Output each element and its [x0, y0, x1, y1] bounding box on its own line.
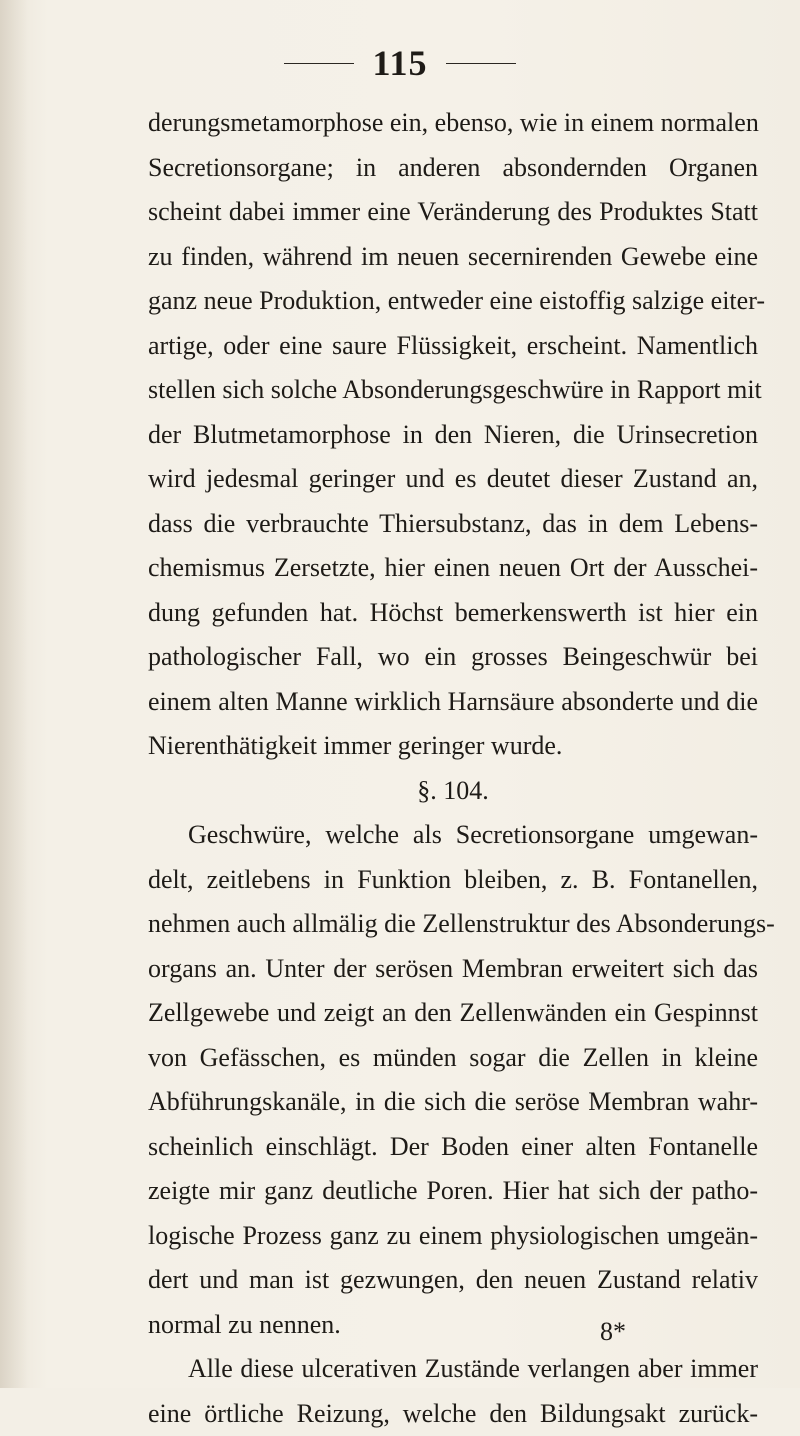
- text-line: artige, oder eine saure Flüssigkeit, erscheint. Namentlich: [148, 324, 758, 369]
- text-line: derungsmetamorphose ein, ebenso, wie in einem normalen: [148, 101, 758, 146]
- text-line: Geschwüre, welche als Secretionsorgane umgewan-: [148, 813, 758, 858]
- text-line: logische Prozess ganz zu einem physiologischen umgeän-: [148, 1214, 758, 1259]
- text-line: scheint dabei immer eine Veränderung des Produktes Statt: [148, 190, 758, 235]
- paragraph-1: [148, 101, 758, 769]
- header-dash-right: [446, 63, 516, 64]
- text-line: chemismus Zersetzte, hier einen neuen Ort der Ausschei-: [148, 546, 758, 591]
- text-line: delt, zeitlebens in Funktion bleiben, z. B. Fontanellen,: [148, 858, 758, 903]
- text-line: scheinlich einschlägt. Der Boden einer alten Fontanelle: [148, 1125, 758, 1170]
- text-line: eine örtliche Reizung, welche den Bildungsakt zurück-: [148, 1392, 758, 1436]
- text-line: organs an. Unter der serösen Membran erweitert sich das: [148, 947, 758, 992]
- text-line: nehmen auch allmälig die Zellenstruktur des Absonderungs-: [148, 902, 758, 947]
- text-line: zu finden, während im neuen secernirenden Gewebe eine: [148, 235, 758, 280]
- paragraph-2: [148, 813, 758, 1347]
- text-line: dass die verbrauchte Thiersubstanz, das in dem Lebens-: [148, 502, 758, 547]
- section-heading: §. 104.: [148, 769, 758, 814]
- text-line: einem alten Manne wirklich Harnsäure absonderte und die: [148, 680, 758, 725]
- text-line: der Blutmetamorphose in den Nieren, die Urinsecretion: [148, 413, 758, 458]
- text-line: stellen sich solche Absonderungsgeschwüre in Rapport mit: [148, 368, 758, 413]
- text-line: dung gefunden hat. Höchst bemerkenswerth ist hier ein: [148, 591, 758, 636]
- paragraph-3: [148, 1347, 758, 1436]
- page-number: 115: [372, 42, 427, 84]
- text-line: Zellgewebe und zeigt an den Zellenwänden ein Gespinnst: [148, 991, 758, 1036]
- text-line: Secretionsorgane; in anderen absondernden Organen: [148, 146, 758, 191]
- text-line: ganz neue Produktion, entweder eine eistoffig salzige eiter-: [148, 279, 758, 324]
- signature-mark: 8*: [600, 1312, 626, 1352]
- body-text: [148, 101, 758, 1436]
- text-line: Alle diese ulcerativen Zustände verlangen aber immer: [148, 1347, 758, 1392]
- text-line: wird jedesmal geringer und es deutet dieser Zustand an,: [148, 457, 758, 502]
- text-line: zeigte mir ganz deutliche Poren. Hier hat sich der patho-: [148, 1169, 758, 1214]
- text-line: normal zu nennen.: [148, 1303, 758, 1348]
- page-edge-shadow: [0, 0, 28, 1388]
- text-line: pathologischer Fall, wo ein grosses Beingeschwür bei: [148, 635, 758, 680]
- text-line: dert und man ist gezwungen, den neuen Zustand relativ: [148, 1258, 758, 1303]
- header-dash-left: [284, 63, 354, 64]
- text-line: von Gefässchen, es münden sogar die Zellen in kleine: [148, 1036, 758, 1081]
- text-line: Abführungskanäle, in die sich die seröse Membran wahr-: [148, 1080, 758, 1125]
- page-header: [0, 38, 800, 88]
- text-line: Nierenthätigkeit immer geringer wurde.: [148, 724, 758, 769]
